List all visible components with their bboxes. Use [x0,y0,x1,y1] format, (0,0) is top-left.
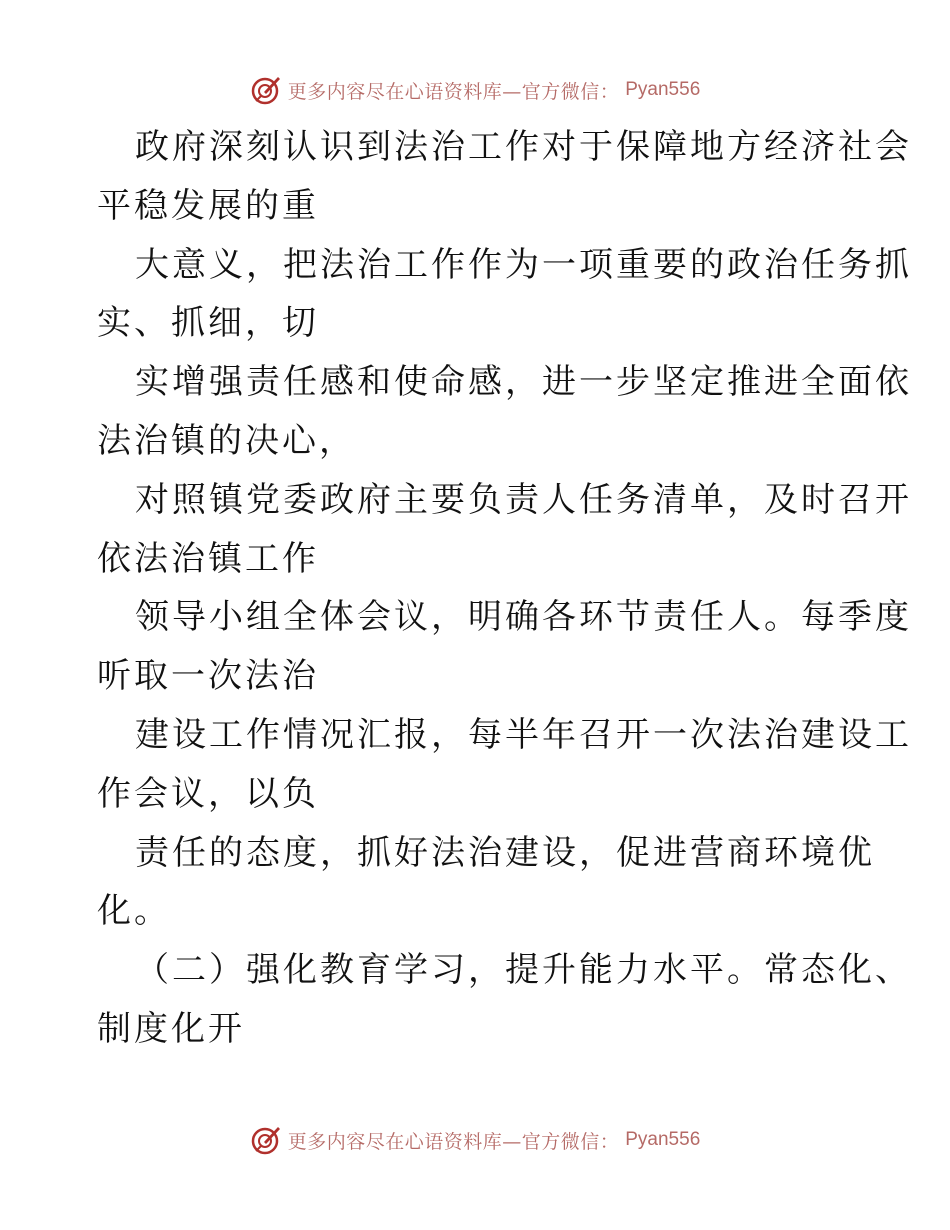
document-body [97,118,912,1059]
text-line: 实增强责任感和使命感，进一步坚定推进全面依 [135,362,912,403]
watermark-text: 更多内容尽在心语资料库—官方微信： [287,1130,620,1153]
watermark-text: 更多内容尽在心语资料库—官方微信： [287,80,620,103]
watermark-handle: Pyan556 [625,79,701,100]
text-line: 依法治镇工作 [97,538,319,579]
header-watermark [0,70,950,110]
text-line: 听取一次法治 [97,656,319,697]
text-line: 对照镇党委政府主要负责人任务清单，及时召开 [135,479,912,520]
footer-watermark [0,1120,950,1160]
text-line: 建设工作情况汇报，每半年召开一次法治建设工 [135,714,912,755]
text-line: 作会议，以负 [97,773,319,814]
text-line: 大意义，把法治工作作为一项重要的政治任务抓 [135,244,912,285]
watermark-handle: Pyan556 [625,1129,701,1150]
text-line: 制度化开 [97,1008,245,1049]
text-line: 化。 [97,891,171,932]
text-line: 责任的态度，抓好法治建设，促进营商环境优 [135,832,875,873]
quill-logo-icon [250,74,282,106]
text-line: 实、抓细，切 [97,303,319,344]
text-line: （二）强化教育学习，提升能力水平。常态化、 [135,950,912,991]
text-line: 平稳发展的重 [97,185,319,226]
text-line: 领导小组全体会议，明确各环节责任人。每季度 [135,597,912,638]
text-line: 法治镇的决心， [97,420,356,461]
text-line: 政府深刻认识到法治工作对于保障地方经济社会 [135,127,912,167]
quill-logo-icon [250,1124,282,1156]
